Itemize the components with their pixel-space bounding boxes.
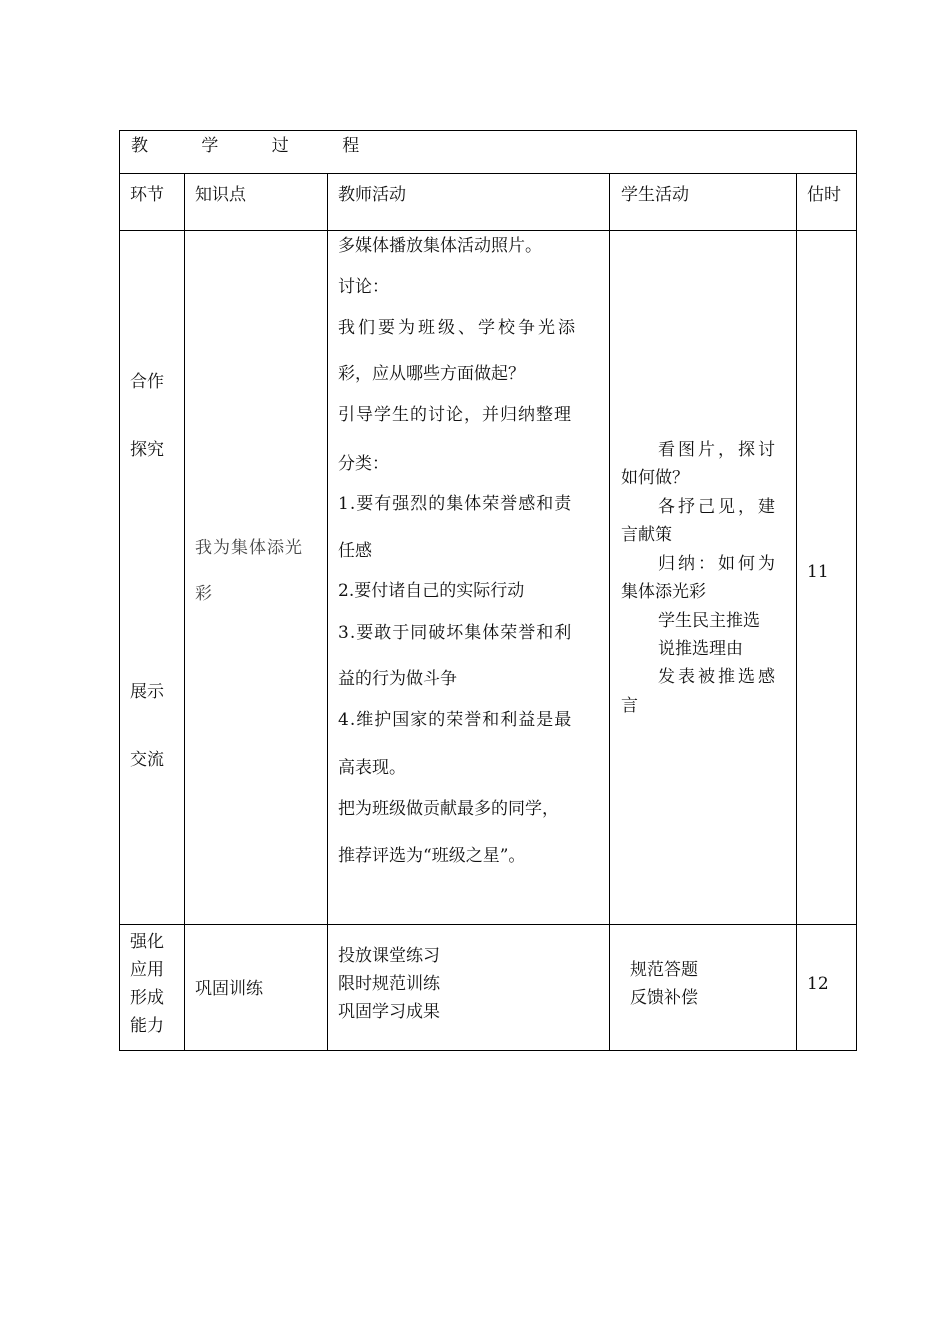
row1-teacher-line: 任感 bbox=[338, 541, 372, 561]
row1-knowledge-line: 彩 bbox=[195, 584, 212, 604]
row1-student-line: 说推选理由 bbox=[658, 639, 743, 659]
row2-student-line: 规范答题 bbox=[630, 960, 698, 980]
row1-teacher-line: 把为班级做贡献最多的同学， bbox=[338, 799, 559, 819]
row1-teacher-line: 益的行为做斗争 bbox=[338, 669, 457, 689]
row1-teacher-line: 2.要付诸自己的实际行动 bbox=[338, 581, 525, 601]
row2-teacher-line: 限时规范训练 bbox=[338, 974, 440, 994]
row1-teacher-line: 高表现。 bbox=[338, 758, 406, 778]
table-border-top bbox=[119, 130, 857, 131]
row1-teacher-line: 多媒体播放集体活动照片。 bbox=[338, 236, 542, 256]
row2-section-line: 应用 bbox=[130, 960, 164, 980]
row1-teacher-line: 我们要为班级、学校争光添 bbox=[338, 318, 578, 338]
row2-teacher-line: 巩固学习成果 bbox=[338, 1002, 440, 1022]
header-student: 学生活动 bbox=[621, 185, 689, 205]
row1-teacher-line: 讨论： bbox=[338, 277, 389, 297]
row1-teacher-line: 引导学生的讨论，并归纳整理 bbox=[338, 405, 572, 425]
header-time: 估时 bbox=[807, 185, 841, 205]
table-border-left bbox=[119, 130, 120, 1051]
row1-bottom-line bbox=[119, 924, 857, 925]
row2-section-line: 形成 bbox=[130, 988, 164, 1008]
header-knowledge: 知识点 bbox=[195, 185, 246, 205]
table-title: 教 学 过 程 bbox=[131, 136, 384, 156]
header-row-bottom-line bbox=[119, 230, 857, 231]
row1-student-line: 归纳：如何为 bbox=[658, 554, 778, 574]
row1-section-line: 探究 bbox=[130, 440, 164, 460]
row1-section-line: 交流 bbox=[130, 750, 164, 770]
row1-teacher-line: 4.维护国家的荣誉和利益是最 bbox=[338, 710, 573, 730]
row2-knowledge: 巩固训练 bbox=[195, 979, 263, 999]
row1-teacher-line: 分类： bbox=[338, 454, 389, 474]
row2-section-line: 能力 bbox=[130, 1016, 164, 1036]
row1-student-line: 集体添光彩 bbox=[621, 582, 706, 602]
row2-section-line: 强化 bbox=[130, 932, 164, 952]
row1-student-line: 发表被推选感 bbox=[658, 667, 778, 687]
header-section: 环节 bbox=[130, 185, 164, 205]
col-divider-4 bbox=[796, 173, 797, 1051]
row1-student-line: 各抒己见，建 bbox=[658, 497, 778, 517]
row2-teacher-line: 投放课堂练习 bbox=[338, 946, 440, 966]
table-border-right bbox=[856, 130, 857, 1051]
col-divider-3 bbox=[609, 173, 610, 1051]
row1-student-line: 如何做？ bbox=[621, 468, 689, 488]
row2-student-line: 反馈补偿 bbox=[630, 988, 698, 1008]
row1-teacher-line: 彩，应从哪些方面做起？ bbox=[338, 364, 525, 384]
row1-student-line: 言 bbox=[621, 696, 638, 716]
row1-student-line: 看图片，探讨 bbox=[658, 440, 778, 460]
header-teacher: 教师活动 bbox=[338, 185, 406, 205]
row1-student-line: 言献策 bbox=[621, 525, 672, 545]
col-divider-2 bbox=[327, 173, 328, 1051]
row2-time: 12 bbox=[807, 974, 829, 994]
header-row-top-line bbox=[119, 173, 857, 174]
row1-teacher-line: 推荐评选为“班级之星”。 bbox=[338, 846, 526, 866]
col-divider-1 bbox=[184, 173, 185, 1051]
row1-teacher-line: 1.要有强烈的集体荣誉感和责 bbox=[338, 494, 573, 514]
row1-section-line: 展示 bbox=[130, 682, 164, 702]
table-border-bottom bbox=[119, 1050, 857, 1051]
row1-time: 11 bbox=[807, 562, 829, 582]
row1-section-line: 合作 bbox=[130, 372, 164, 392]
row1-teacher-line: 3.要敢于同破坏集体荣誉和利 bbox=[338, 623, 573, 643]
row1-student-line: 学生民主推选 bbox=[658, 611, 760, 631]
row1-knowledge-line: 我为集体添光 bbox=[195, 538, 303, 558]
